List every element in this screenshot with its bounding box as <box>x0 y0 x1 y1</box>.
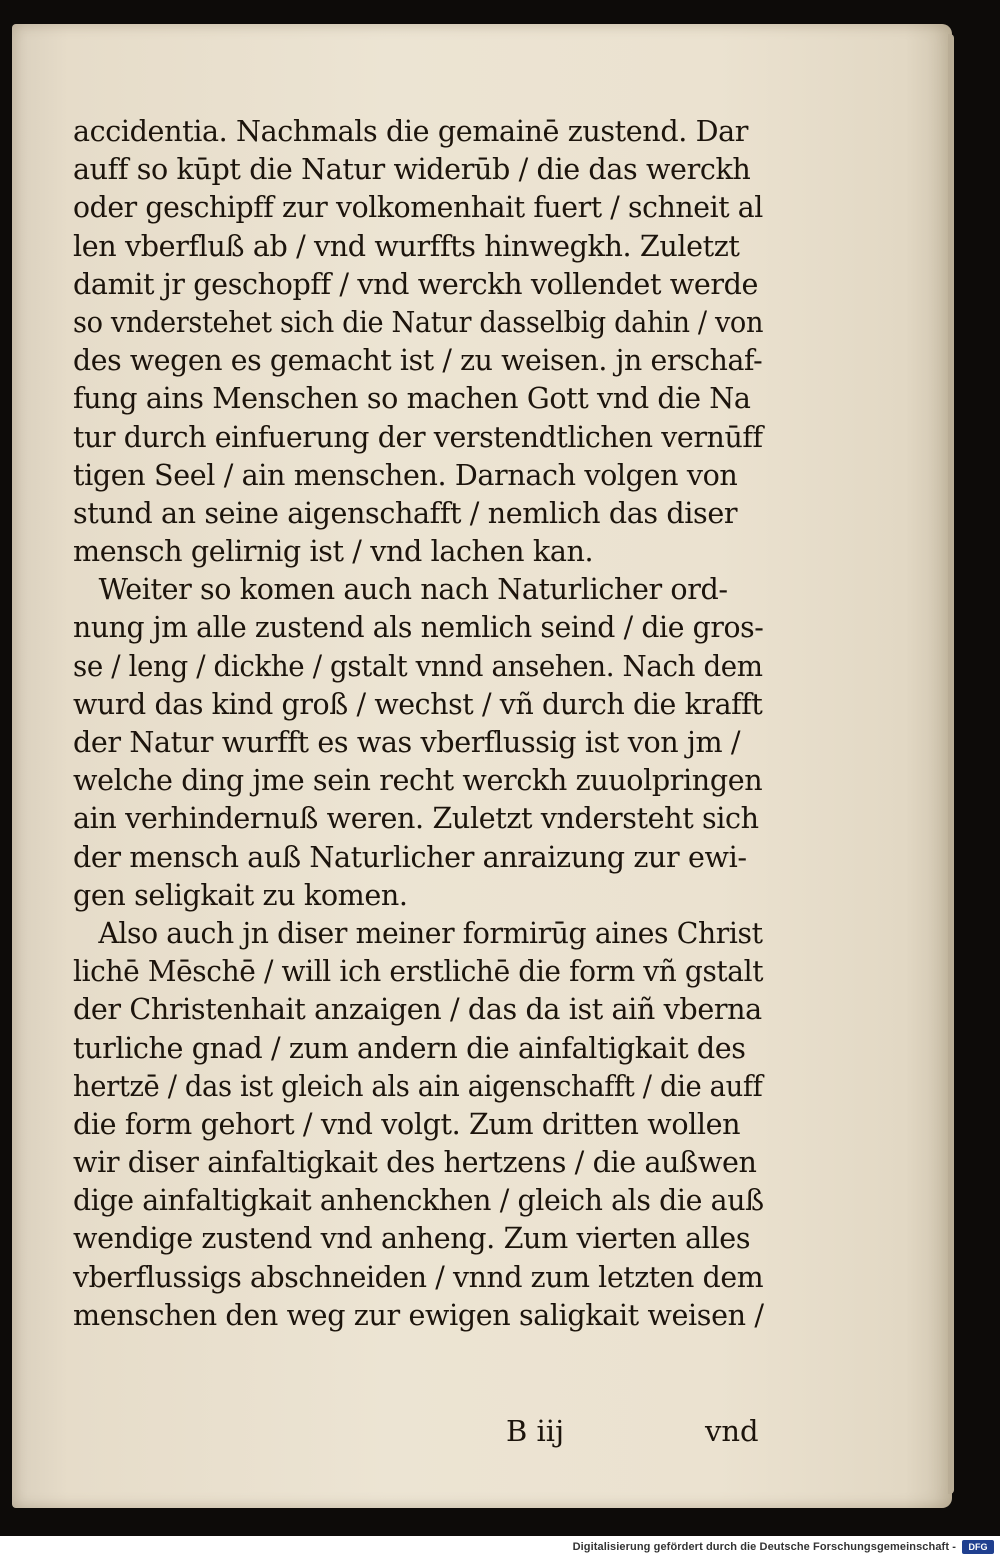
text-line: turliche gnad / zum andern die ainfaltigkait des <box>73 1030 746 1065</box>
text-line: mensch gelirnig ist / vnd lachen kan. <box>73 534 594 569</box>
text-line: des wegen es gemacht ist / zu weisen. jn erschaf- <box>73 343 763 378</box>
text-line: tur durch einfuerung der verstendtlichen vernūff <box>73 419 763 454</box>
text-line: wendige zustend vnd anheng. Zum vierten alles <box>73 1221 751 1256</box>
text-line: stund an seine aigenschafft / nemlich das diser <box>73 495 738 530</box>
text-line: ain verhindernuß weren. Zuletzt vndersteht sich <box>73 801 759 836</box>
text-line: accidentia. Nachmals die gemainē zustend. Dar <box>73 114 749 148</box>
text-line: auff so kūpt die Natur widerūb / die das werckh <box>73 152 751 187</box>
text-line: hertzē / das ist gleich als ain aigenschafft / die auff <box>73 1068 763 1103</box>
text-line: welche ding jme sein recht werckh zuuolpringen <box>73 763 763 798</box>
text-line: der mensch auß Naturlicher anraizung zur ewi- <box>73 839 747 874</box>
dfg-logo: DFG <box>962 1540 994 1554</box>
text-line: len vberfluß ab / vnd wurffts hinwegkh. Zuletzt <box>73 228 740 263</box>
text-line: menschen den weg zur ewigen saligkait weisen / <box>73 1297 764 1332</box>
text-line: se / leng / dickhe / gstalt vnnd ansehen. Nach dem <box>73 648 763 683</box>
credit-bar <box>0 1536 1000 1558</box>
signature-mark: B iij <box>506 1414 565 1448</box>
funding-credit: Digitalisierung gefördert durch die Deutsche Forschungsgemeinschaft - <box>572 1541 956 1553</box>
text-line: damit jr geschopff / vnd werckh vollendet werde <box>73 266 759 301</box>
text-line: der Natur wurfft es was vberflussig ist von jm / <box>73 725 741 759</box>
text-line: wir diser ainfaltigkait des hertzens / die außwen <box>73 1145 757 1180</box>
text-line: fung ains Menschen so machen Gott vnd die Na <box>73 381 751 416</box>
text-line: vberflussigs abschneiden / vnnd zum letzten dem <box>73 1259 764 1294</box>
text-line: dige ainfaltigkait anhenckhen / gleich als die auß <box>73 1183 764 1218</box>
paragraph-start-line: Also auch jn diser meiner formirūg aines Christ <box>98 915 763 950</box>
text-line: die form gehort / vnd volgt. Zum dritten wollen <box>73 1106 741 1141</box>
text-line: wurd das kind groß / wechst / vñ durch die krafft <box>73 686 763 721</box>
page-edge <box>948 34 954 1494</box>
text-line: so vnderstehet sich die Natur dasselbig dahin / von <box>73 304 764 339</box>
text-line: nung jm alle zustend als nemlich seind / die gros- <box>73 610 764 645</box>
paragraph-start-line: Weiter so komen auch nach Naturlicher ord- <box>98 572 728 607</box>
text-line: der Christenhait anzaigen / das da ist aiñ vberna <box>73 992 762 1027</box>
text-line: tigen Seel / ain menschen. Darnach volgen von <box>73 457 738 492</box>
catchword: vnd <box>705 1414 759 1448</box>
text-line: oder geschipff zur volkomenhait fuert / schneit al <box>73 190 763 225</box>
page-footer-line <box>73 1411 773 1451</box>
text-line: gen seligkait zu komen. <box>73 877 408 912</box>
text-line: lichē Mēschē / will ich erstlichē die form vñ gstalt <box>73 954 764 989</box>
page-text-block <box>73 112 773 1448</box>
